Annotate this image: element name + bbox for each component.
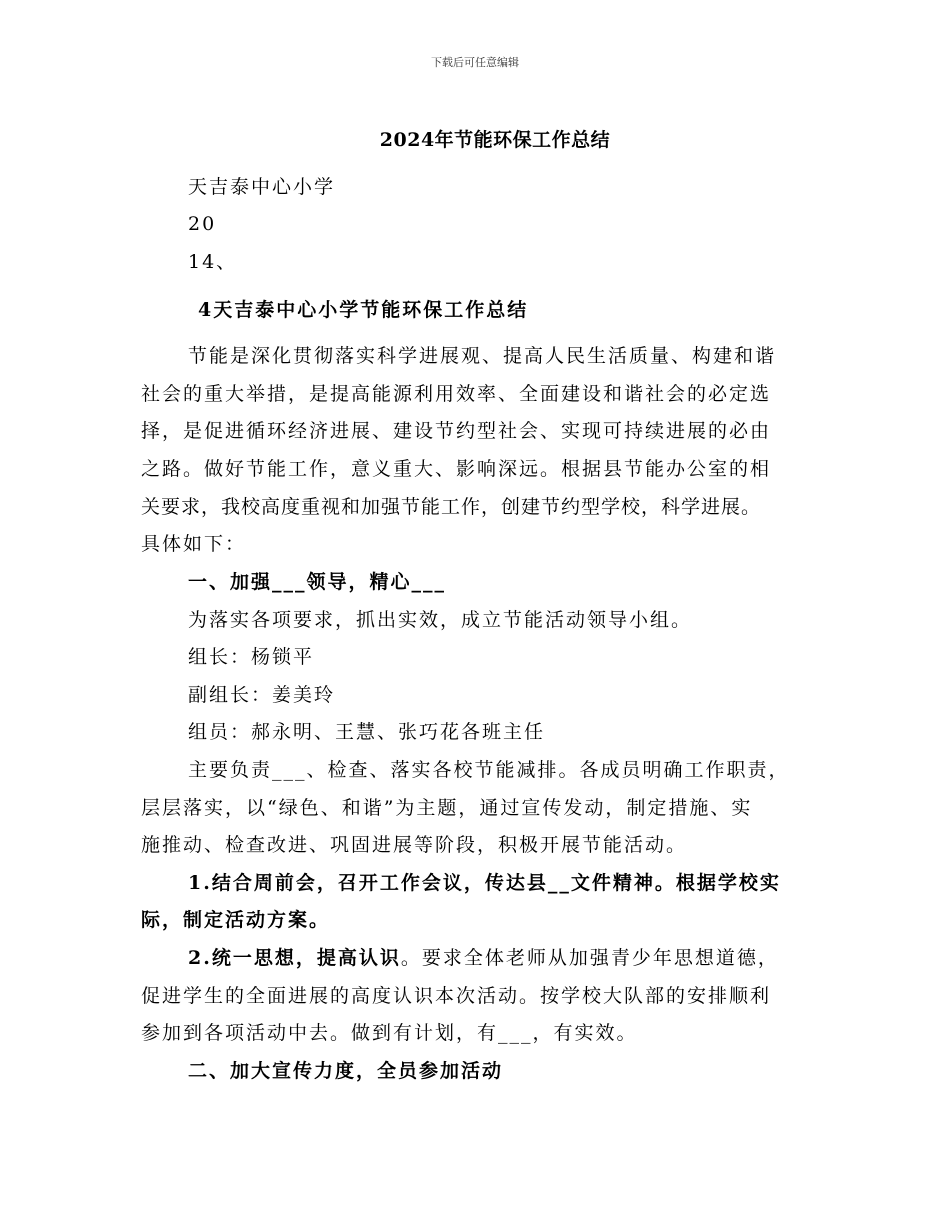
intro-line: 具体如下： xyxy=(141,533,247,555)
point2-first-line xyxy=(188,944,779,972)
document-subtitle: 4天吉泰中心小学节能环保工作总结 xyxy=(198,299,529,321)
intro-line: 节能是深化贯彻落实科学进展观、提高人民生活质量、构建和谐 xyxy=(188,345,777,367)
section1-heading: 一、加强___领导，精心___ xyxy=(188,571,447,593)
intro-line: 之路。做好节能工作，意义重大、影响深远。根据县节能办公室的相 xyxy=(141,458,772,480)
section1-paragraph-line: 施推动、检查改进、巩固进展等阶段，积极开展节能活动。 xyxy=(141,834,688,856)
deputy-leader: 副组长：姜美玲 xyxy=(188,684,336,706)
team-leader: 组长：杨锁平 xyxy=(188,646,315,668)
point1-line: 际，制定活动方案。 xyxy=(141,909,331,931)
document-title: 2024年节能环保工作总结 xyxy=(379,129,611,151)
intro-line: 关要求，我校高度重视和加强节能工作，创建节约型学校，科学进展。 xyxy=(141,496,762,518)
section1-paragraph-line: 主要负责___、检查、落实各校节能减排。各成员明确工作职责， xyxy=(188,759,790,781)
school-name: 天吉泰中心小学 xyxy=(188,176,336,198)
point2-bold-text: 2.统一思想，提高认识 xyxy=(188,947,401,969)
point1-line: 1.结合周前会，召开工作会议，传达县__文件精神。根据学校实 xyxy=(188,872,781,894)
point2-line: 促进学生的全面进展的高度认识本次活动。按学校大队部的安排顺利 xyxy=(141,985,772,1007)
intro-line: 社会的重大举措，是提高能源利用效率、全面建设和谐社会的必定选 xyxy=(141,383,772,405)
date-fragment-1: 20 xyxy=(188,213,217,235)
intro-line: 择，是促进循环经济进展、建设节约型社会、实现可持续进展的必由 xyxy=(141,420,772,442)
page-header-note: 下载后可任意编辑 xyxy=(431,56,519,69)
date-fragment-2: 14、 xyxy=(188,251,238,273)
point2-rest-text: 。要求全体老师从加强青少年思想道德， xyxy=(400,947,779,969)
section2-heading: 二、加大宣传力度，全员参加活动 xyxy=(188,1060,504,1082)
section1-paragraph-line: 层层落实，以“绿色、和谐”为主题，通过宣传发动，制定措施、实 xyxy=(141,797,753,819)
team-members: 组员：郝永明、王慧、张巧花各班主任 xyxy=(188,721,546,743)
section1-line: 为落实各项要求，抓出实效，成立节能活动领导小组。 xyxy=(188,609,693,631)
point2-line: 参加到各项活动中去。做到有计划，有___，有实效。 xyxy=(141,1022,638,1044)
